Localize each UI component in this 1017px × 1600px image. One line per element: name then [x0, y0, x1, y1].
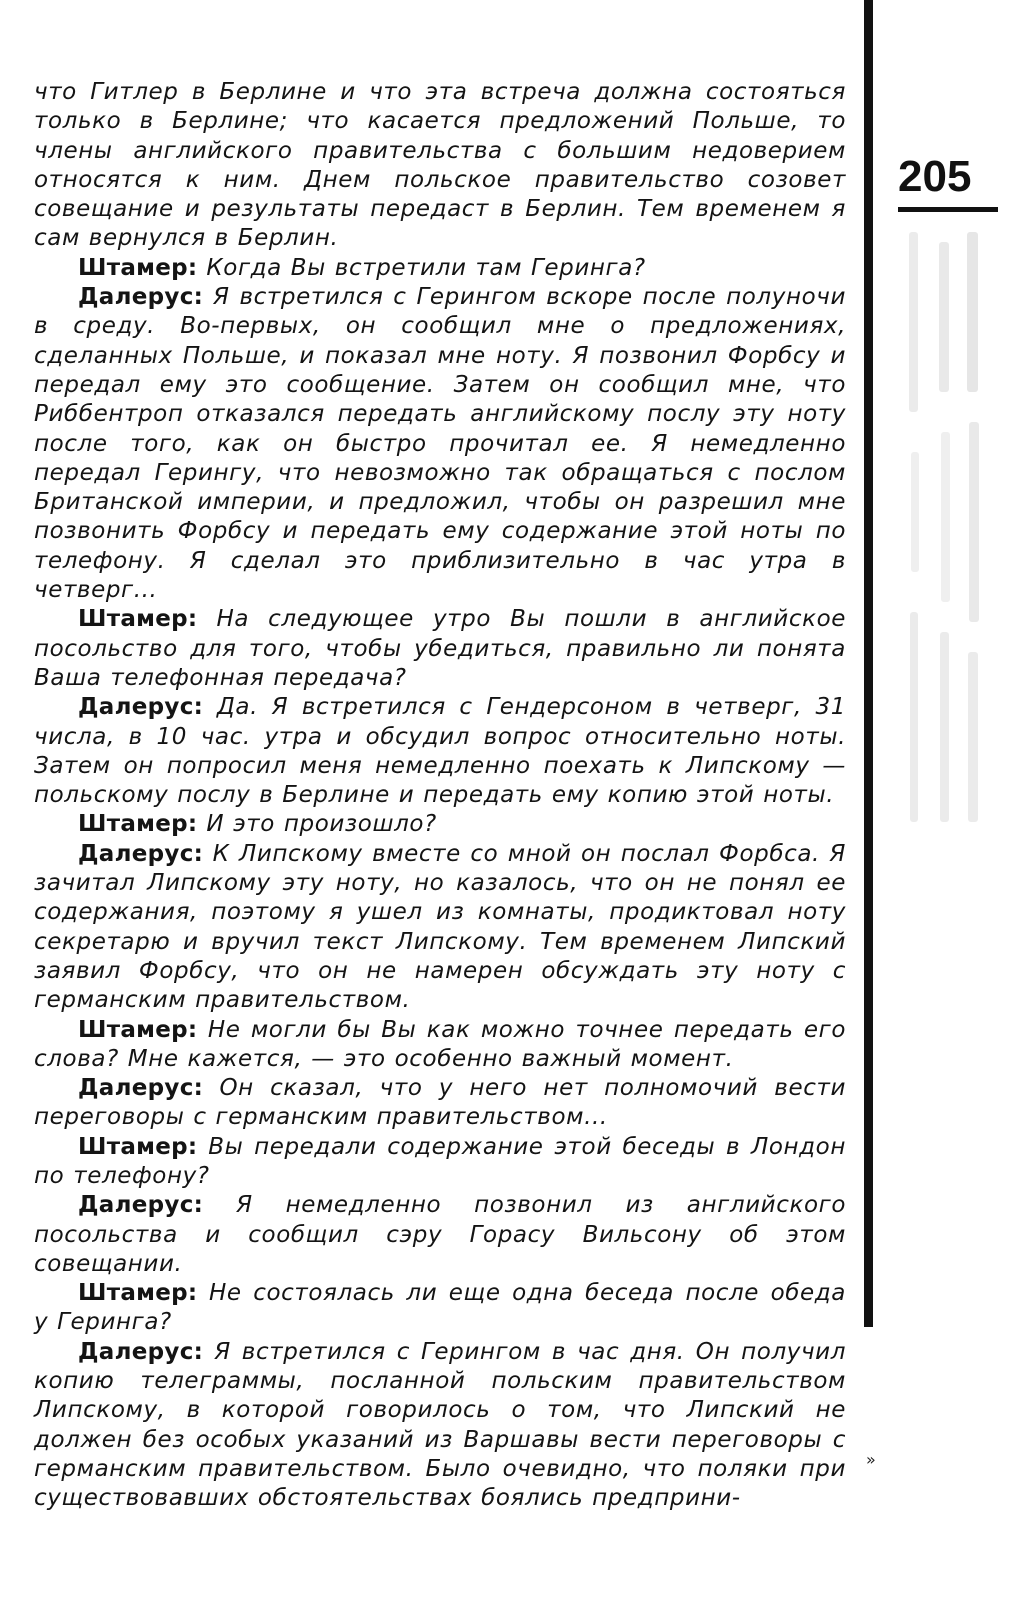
paragraph-7	[34, 840, 846, 1016]
paragraph-text: что Гитлер в Берлине и что эта встреча должна состояться только в Берлине; что касается предложений Польше, то члены английского правительства с большим недоверием относятся к ним. Днем польское правительство созовет совещание и результаты передаст в Берлин. Тем временем я сам вернулся в Берлин.	[34, 79, 846, 252]
paragraph-10	[34, 1133, 846, 1192]
page-body-text	[34, 78, 846, 1514]
page-number-underline	[898, 207, 998, 212]
paragraph-12	[34, 1279, 846, 1338]
paragraph-text: Не могли бы Вы как можно точнее передать его слова? Мне кажется, — это особенно важный момент.	[34, 1016, 846, 1072]
paragraph-3	[34, 283, 846, 605]
paragraph-11	[34, 1191, 846, 1279]
speaker-name: Штамер:	[78, 1016, 198, 1043]
speaker-name: Штамер:	[78, 811, 198, 838]
paragraph-text: Я немедленно позвонил из английского посольства и сообщил сэру Горасу Вильсону об этом совещании.	[34, 1192, 846, 1277]
paragraph-9	[34, 1074, 846, 1133]
speaker-name: Далерус:	[78, 284, 204, 311]
vertical-margin-rule	[864, 0, 873, 1327]
paragraph-text: К Липскому вместе со мной он послал Форбса. Я зачитал Липскому эту ноту, но казалось, что он не понял ее содержания, поэтому я ушел из комнаты, продиктовал ноту секретарю и вручил текст Липскому. Тем временем Липский заявил Форбсу, что он не намерен обсуждать эту ноту с германским правительством.	[34, 840, 846, 1014]
paragraph-6	[34, 810, 846, 839]
speaker-name: Далерус:	[78, 840, 204, 867]
paragraph-text: Не состоялась ли еще одна беседа после обеда у Геринга?	[34, 1280, 846, 1336]
paragraph-text: Он сказал, что у него нет полномочий вести переговоры с германским правительством...	[34, 1075, 846, 1131]
speaker-name: Далерус:	[78, 1192, 204, 1219]
paragraph-5	[34, 693, 846, 810]
paragraph-2	[34, 254, 846, 283]
faded-margin-bleedthrough	[903, 232, 999, 832]
paragraph-text: Я встретился с Герингом вскоре после полуночи в среду. Во-первых, он сообщил мне о предложениях, сделанных Польше, и показал мне ноту. Я позвонил Форбсу и передал ему это сообщение. Затем он сообщил мне, что Риббентроп отказался передать английскому послу эту ноту после того, как он быстро прочитал ее. Я немедленно передал Герингу, что невозможно так обращаться с послом Британской империи, и предложил, чтобы он разрешил мне позвонить Форбсу и передать ему содержание этой ноты по телефону. Я сделал это приблизительно в час утра в четверг...	[34, 284, 846, 604]
paragraph-4	[34, 605, 846, 693]
speaker-name: Далерус:	[78, 694, 204, 721]
paragraph-text: И это произошло?	[206, 811, 437, 838]
paragraph-text: На следующее утро Вы пошли в английское посольство для того, чтобы убедиться, правильно ли понята Ваша телефонная передача?	[34, 606, 846, 691]
page-number: 205	[898, 152, 972, 201]
paragraph-text: Когда Вы встретили там Геринга?	[206, 254, 646, 281]
paragraph-8	[34, 1016, 846, 1075]
speaker-name: Штамер:	[78, 1133, 198, 1160]
speaker-name: Штамер:	[78, 254, 198, 281]
paragraph-13	[34, 1338, 846, 1514]
speaker-name: Далерус:	[78, 1075, 204, 1102]
paragraph-1	[34, 78, 846, 254]
margin-mark: »	[866, 1450, 876, 1469]
paragraph-text: Вы передали содержание этой беседы в Лондон по телефону?	[34, 1133, 846, 1189]
speaker-name: Далерус:	[78, 1338, 204, 1365]
speaker-name: Штамер:	[78, 1280, 198, 1307]
speaker-name: Штамер:	[78, 606, 198, 633]
paragraph-text: Да. Я встретился с Гендерсоном в четверг, 31 числа, в 10 час. утра и обсудил вопрос относительно ноты. Затем он попросил меня немедленно поехать к Липскому — польскому послу в Берлине и передать ему копию этой ноты.	[34, 694, 846, 809]
paragraph-text: Я встретился с Герингом в час дня. Он получил копию телеграммы, посланной польским правительством Липскому, в которой говорилось о том, что Липский не должен без особых указаний из Варшавы вести переговоры с германским правительством. Было очевидно, что поляки при существовавших обстоятельствах боялись предприни-	[34, 1338, 846, 1512]
